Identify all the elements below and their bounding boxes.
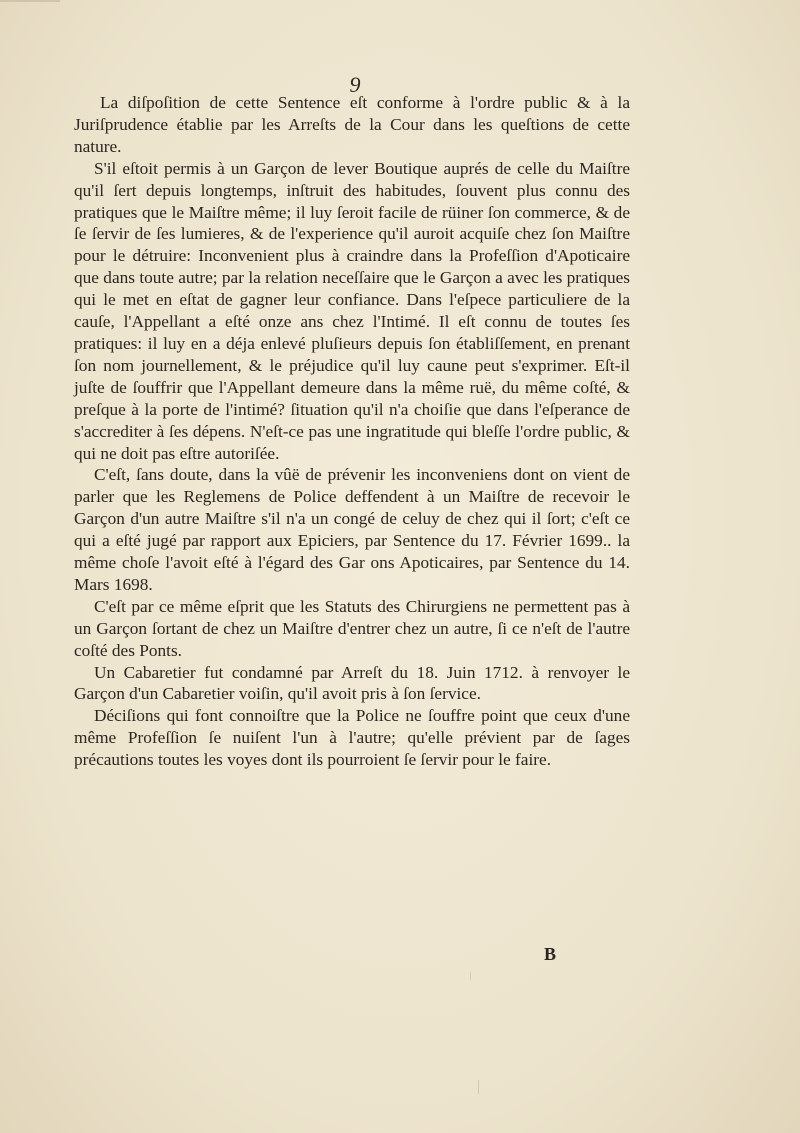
- page-number: 9: [349, 72, 361, 97]
- paragraph-6: Déciſions qui font connoiſtre que la Police ne ſouffre point que ceux d'une même Profeſſion ſe nuiſent l'un à l'autre; qu'elle prévient par de ſages précautions toutes les voyes dont ils pourroient ſe ſervir pour le faire.: [74, 706, 630, 770]
- body-text: [74, 92, 630, 771]
- paper-speck: [470, 972, 471, 980]
- paper-speck: [478, 1080, 479, 1094]
- paragraph-3: C'eſt, ſans doute, dans la vûë de prévenir les inconveniens dont on vient de parler que les Reglemens de Police deffendent à un Maiſtre de recevoir le Garçon d'un autre Maiſtre s'il n'a un congé de celuy de chez qui il ſort; c'eſt ce qui a eſté jugé par rapport aux Epiciers, par Sentence du 17. Février 1699.. la même choſe l'avoit eſté à l'égard des Gar ons Apoticaires, par Sentence du 14. Mars 1698.: [74, 465, 630, 594]
- paragraph-4: C'eſt par ce même eſprit que les Statuts des Chirurgiens ne permettent pas à un Garçon ſortant de chez un Maiſtre d'entrer chez un autre, ſi ce n'eſt de l'autre coſté des Ponts.: [74, 596, 630, 660]
- signature-mark: B: [544, 944, 557, 964]
- paragraph-5: Un Cabaretier fut condamné par Arreſt du 18. Juin 1712. à renvoyer le Garçon d'un Cabaretier voiſin, qu'il avoit pris à ſon ſervice.: [74, 662, 630, 704]
- page-edge-mark: [0, 0, 60, 2]
- paragraph-2: S'il eſtoit permis à un Garçon de lever Boutique auprés de celle du Maiſtre qu'il ſert depuis longtemps, inſtruit des habitudes, ſouvent plus connu des pratiques que le Maiſtre même; il luy ſeroit facile de rüiner ſon commerce, & de ſe ſervir de ſes lumieres, & de l'experience qu'il auroit acquiſe chez ſon Maiſtre pour le détruire: Inconvenient plus à craindre dans la Profeſſion d'Apoticaire que dans toute autre; par la relation neceſſaire que le Garçon a avec les pratiques qui le met en eſtat de gagner leur confiance. Dans l'eſpece particuliere de la cauſe, l'Appellant a eſté onze ans chez l'Intimé. Il eſt connu de toutes ſes pratiques: il luy en a déja enlevé pluſieurs depuis ſon établiſſement, en prenant ſon nom journellement, & le préjudice qu'il luy caune peut s'exprimer. Eſt-il juſte de ſouffrir que l'Appellant demeure dans la même ruë, du même coſté, & preſque à la porte de l'intimé? ſituation qu'il n'a choiſie que dans l'eſperance de s'accrediter à ſes dépens. N'eſt-ce pas une ingratitude qui bleſſe l'ordre public, & qui ne doit pas eſtre autoriſée.: [74, 158, 630, 463]
- paragraph-1: La diſpoſition de cette Sentence eſt conforme à l'ordre public & à la Juriſprudence établie par les Arreſts de la Cour dans les queſtions de cette nature.: [74, 93, 630, 156]
